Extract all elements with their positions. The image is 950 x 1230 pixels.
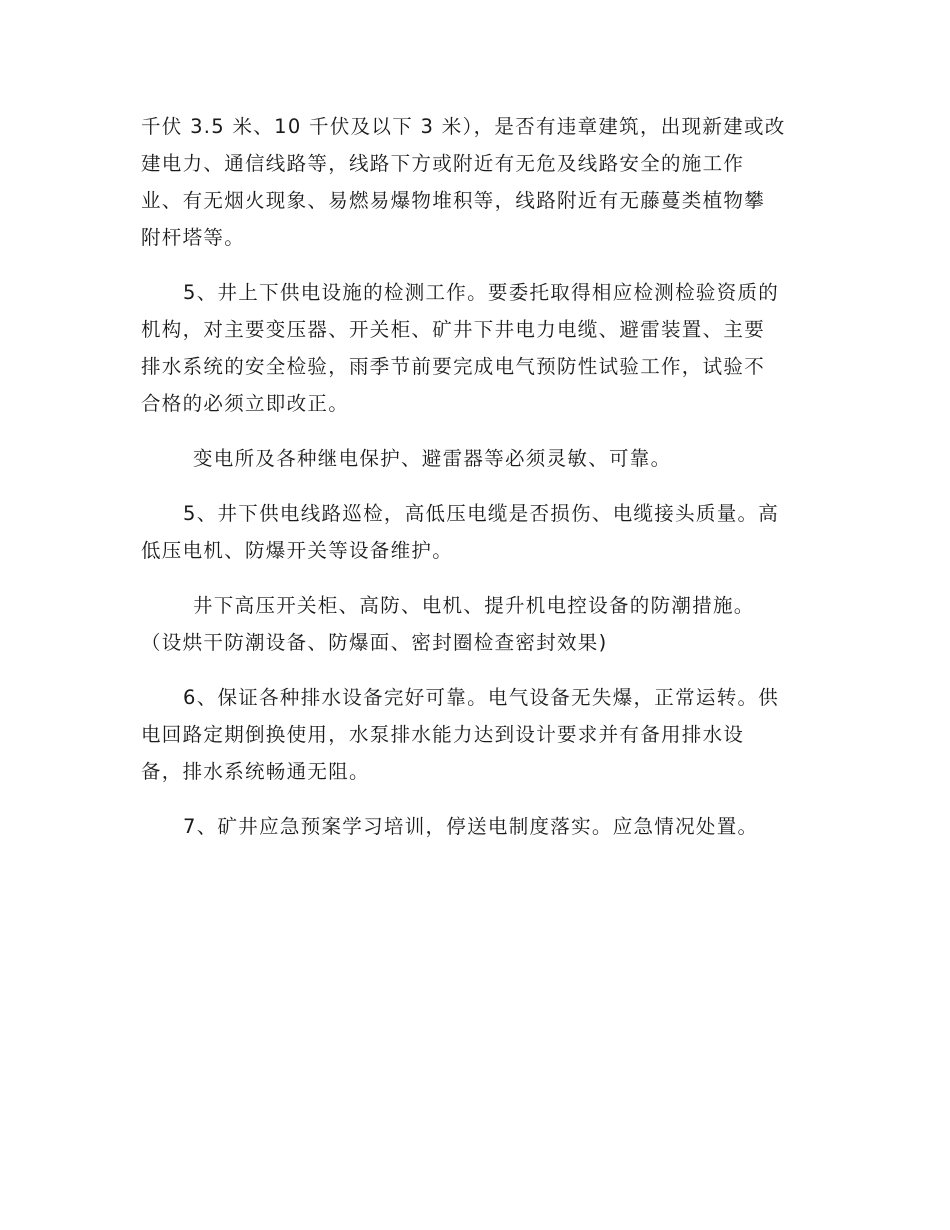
text-line: 井下高压开关柜、高防、电机、提升机电控设备的防潮措施。 [193, 594, 755, 617]
text-line: 备，排水系统畅通无阻。 [141, 760, 370, 783]
text-line: 千伏 3.5 米、10 千伏及以下 3 米），是否有违章建筑，出现新建或改 [141, 115, 786, 138]
text-line: 变电所及各种继电保护、避雷器等必须灵敏、可靠。 [193, 447, 672, 470]
text-line: 7、矿井应急预案学习培训，停送电制度落实。应急情况处置。 [183, 815, 759, 838]
text-line: 5、井下供电线路巡检，高低压电缆是否损伤、电缆接头质量。高 [183, 502, 780, 525]
text-line: 低压电机、防爆开关等设备维护。 [141, 539, 454, 562]
text-line: 排水系统的安全检验，雨季节前要完成电气预防性试验工作，试验不 [141, 355, 766, 378]
paragraph-moisture-protection [141, 587, 811, 661]
text-line: （设烘干防潮设备、防爆面、密封圈检查密封效果) [141, 631, 608, 654]
text-line: 机构，对主要变压器、开关柜、矿井下井电力电缆、避雷装置、主要 [141, 318, 766, 341]
text-line: 附杆塔等。 [141, 226, 246, 249]
paragraph-substation [141, 440, 811, 477]
paragraph-item-6-drainage [141, 679, 811, 790]
text-line: 5、井上下供电设施的检测工作。要委托取得相应检测检验资质的 [183, 281, 780, 304]
text-line: 建电力、通信线路等，线路下方或附近有无危及线路安全的施工作 [141, 152, 745, 175]
text-line: 业、有无烟火现象、易燃易爆物堆积等，线路附近有无藤蔓类植物攀 [141, 189, 766, 212]
paragraph-item-5-inspection [141, 274, 811, 422]
paragraph-line-safety [141, 108, 811, 256]
paragraph-item-5-patrol [141, 495, 811, 569]
text-line: 合格的必须立即改正。 [141, 392, 350, 415]
paragraph-item-7-emergency [141, 808, 811, 845]
text-line: 电回路定期倒换使用，水泵排水能力达到设计要求并有备用排水设 [141, 723, 745, 746]
text-line: 6、保证各种排水设备完好可靠。电气设备无失爆，正常运转。供 [183, 686, 780, 709]
document-body [141, 108, 811, 863]
